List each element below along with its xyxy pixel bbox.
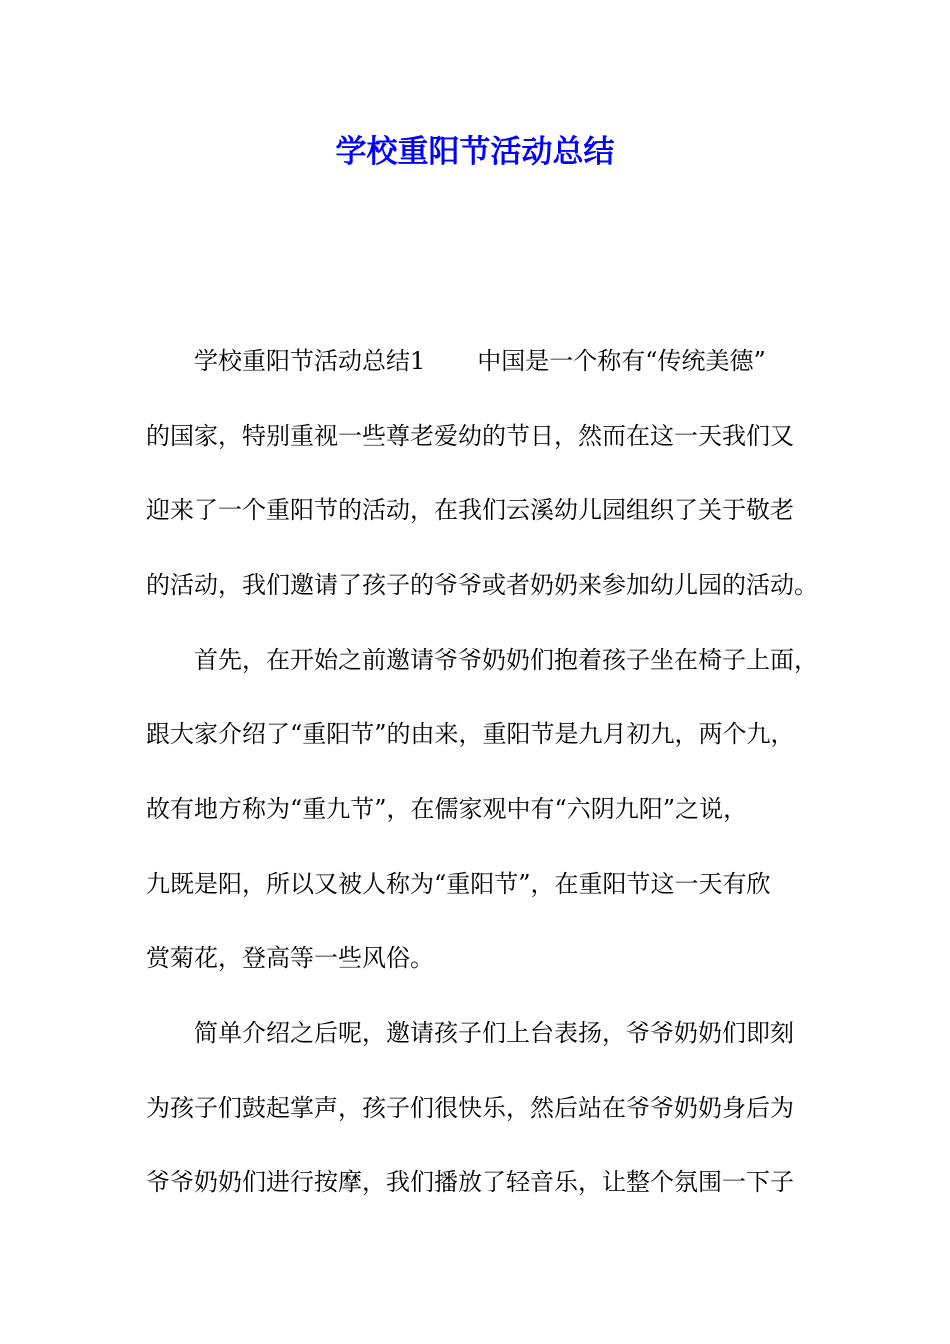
text-line-9: 赏菊花，登高等一些风俗。 bbox=[146, 944, 434, 972]
text-line-10: 简单介绍之后呢，邀请孩子们上台表扬，爷爷奶奶们即刻 bbox=[194, 1019, 794, 1047]
text-line-3: 迎来了一个重阳节的活动，在我们云溪幼儿园组织了关于敬老 bbox=[146, 496, 794, 524]
text-line-8: 九既是阳，所以又被人称为“重阳节”，在重阳节这一天有欣 bbox=[146, 870, 771, 898]
text-line-12: 爷爷奶奶们进行按摩，我们播放了轻音乐，让整个氛围一下子 bbox=[146, 1168, 794, 1196]
text-line-5: 首先，在开始之前邀请爷爷奶奶们抱着孩子坐在椅子上面， bbox=[194, 646, 818, 674]
text-line-11: 为孩子们鼓起掌声，孩子们很快乐，然后站在爷爷奶奶身后为 bbox=[146, 1094, 794, 1122]
text-line-1 bbox=[194, 339, 766, 383]
text-line-2: 的国家，特别重视一些尊老爱幼的节日，然而在这一天我们又 bbox=[146, 422, 794, 450]
text-line-6: 跟大家介绍了“重阳节”的由来，重阳节是九月初九，两个九， bbox=[146, 720, 795, 748]
section-heading: 学校重阳节活动总结1 bbox=[194, 347, 426, 375]
document-title: 学校重阳节活动总结 bbox=[335, 134, 615, 170]
text-line-4: 的活动，我们邀请了孩子的爷爷或者奶奶来参加幼儿园的活动。 bbox=[146, 571, 818, 599]
text-line-7: 故有地方称为“重九节”，在儒家观中有“六阴九阳”之说， bbox=[146, 795, 748, 823]
paragraph-start: 中国是一个称有“传统美德” bbox=[477, 347, 766, 375]
